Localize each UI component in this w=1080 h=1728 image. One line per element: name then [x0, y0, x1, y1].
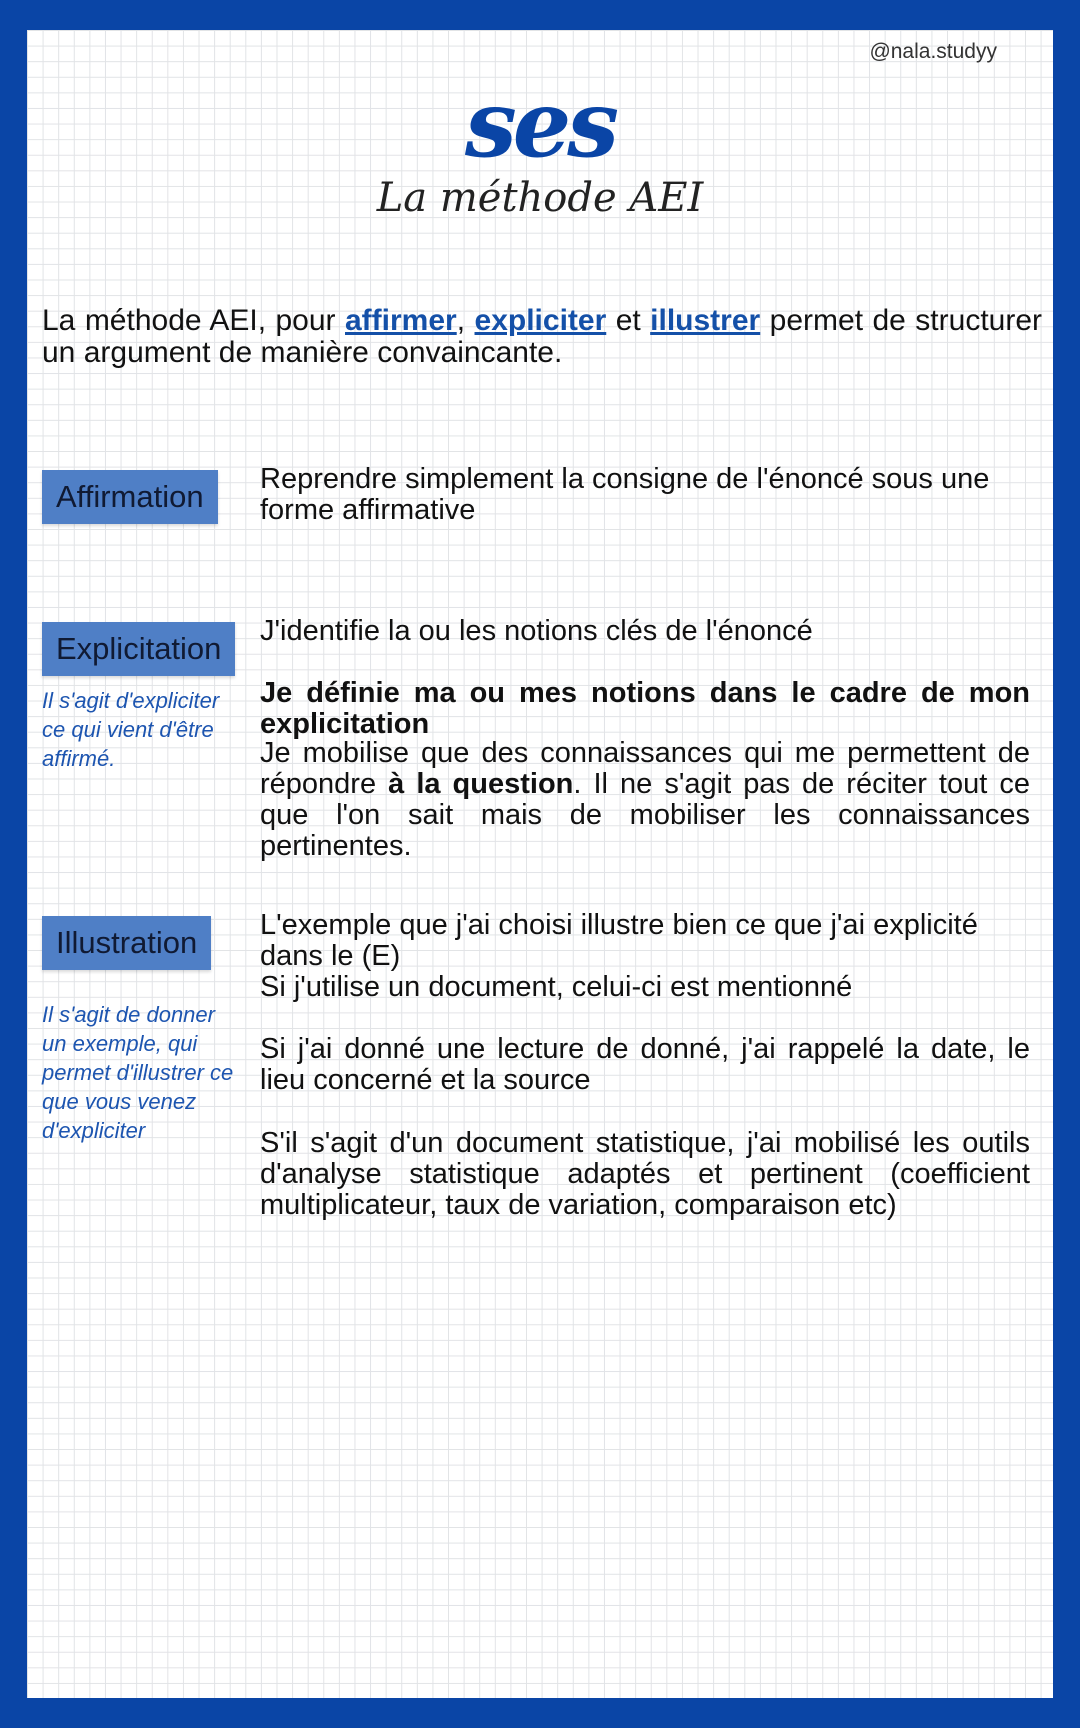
affirmation-description: Reprendre simplement la consigne de l'énoncé sous une forme affirmative: [260, 463, 990, 526]
illustration-note: Il s'agit de donner un exemple, qui permet d'illustrer ce que vous venez d'expliciter: [42, 1002, 234, 1143]
explicitation-point-3-end: . Il ne s'agit pas de réciter tout ce que l'on sait mais de mobiliser les connaissances pertinentes.: [260, 768, 1030, 862]
keyword-affirmer: affirmer: [345, 304, 457, 337]
page-subtitle: La méthode AEI: [376, 175, 704, 221]
keyword-expliciter: expliciter: [474, 304, 607, 337]
explicitation-label: Explicitation: [42, 622, 235, 676]
explicitation-point-3: [260, 738, 1030, 862]
explicitation-point-2: Je définie ma ou mes notions dans le cadre de mon explicitation: [260, 677, 1030, 740]
affirmation-label: Affirmation: [42, 470, 218, 524]
intro-paragraph: [42, 305, 1042, 369]
explicitation-point-3-bold: à la question: [388, 768, 574, 800]
illustration-label: Illustration: [42, 916, 211, 970]
illustration-point-2: Si j'utilise un document, celui-ci est mentionné: [260, 971, 853, 1003]
intro-separator: et: [606, 304, 651, 337]
note-page: [27, 30, 1053, 1698]
illustration-point-4: S'il s'agit d'un document statistique, j'ai mobilisé les outils d'analyse statistique adaptés et pertinent (coefficient multiplicateur, taux de variation, comparaison etc): [260, 1127, 1030, 1221]
intro-text-end: permet de structurer un argument de manière convaincante.: [42, 304, 1042, 369]
explicitation-point-1: J'identifie la ou les notions clés de l'énoncé: [260, 615, 813, 647]
explicitation-point-3-start: Je mobilise que des connaissances qui me permettent de répondre: [260, 737, 1030, 800]
explicitation-note: Il s'agit d'expliciter ce qui vient d'être affirmé.: [42, 688, 220, 771]
illustration-point-1: L'exemple que j'ai choisi illustre bien ce que j'ai explicité dans le (E): [260, 909, 978, 972]
page-title: ses: [464, 70, 616, 178]
intro-text-start: La méthode AEI, pour: [42, 304, 345, 337]
keyword-illustrer: illustrer: [650, 304, 761, 337]
author-handle: @nala.studyy: [869, 40, 997, 63]
illustration-point-3: Si j'ai donné une lecture de donné, j'ai rappelé la date, le lieu concerné et la source: [260, 1033, 1030, 1096]
intro-separator: ,: [456, 304, 475, 337]
